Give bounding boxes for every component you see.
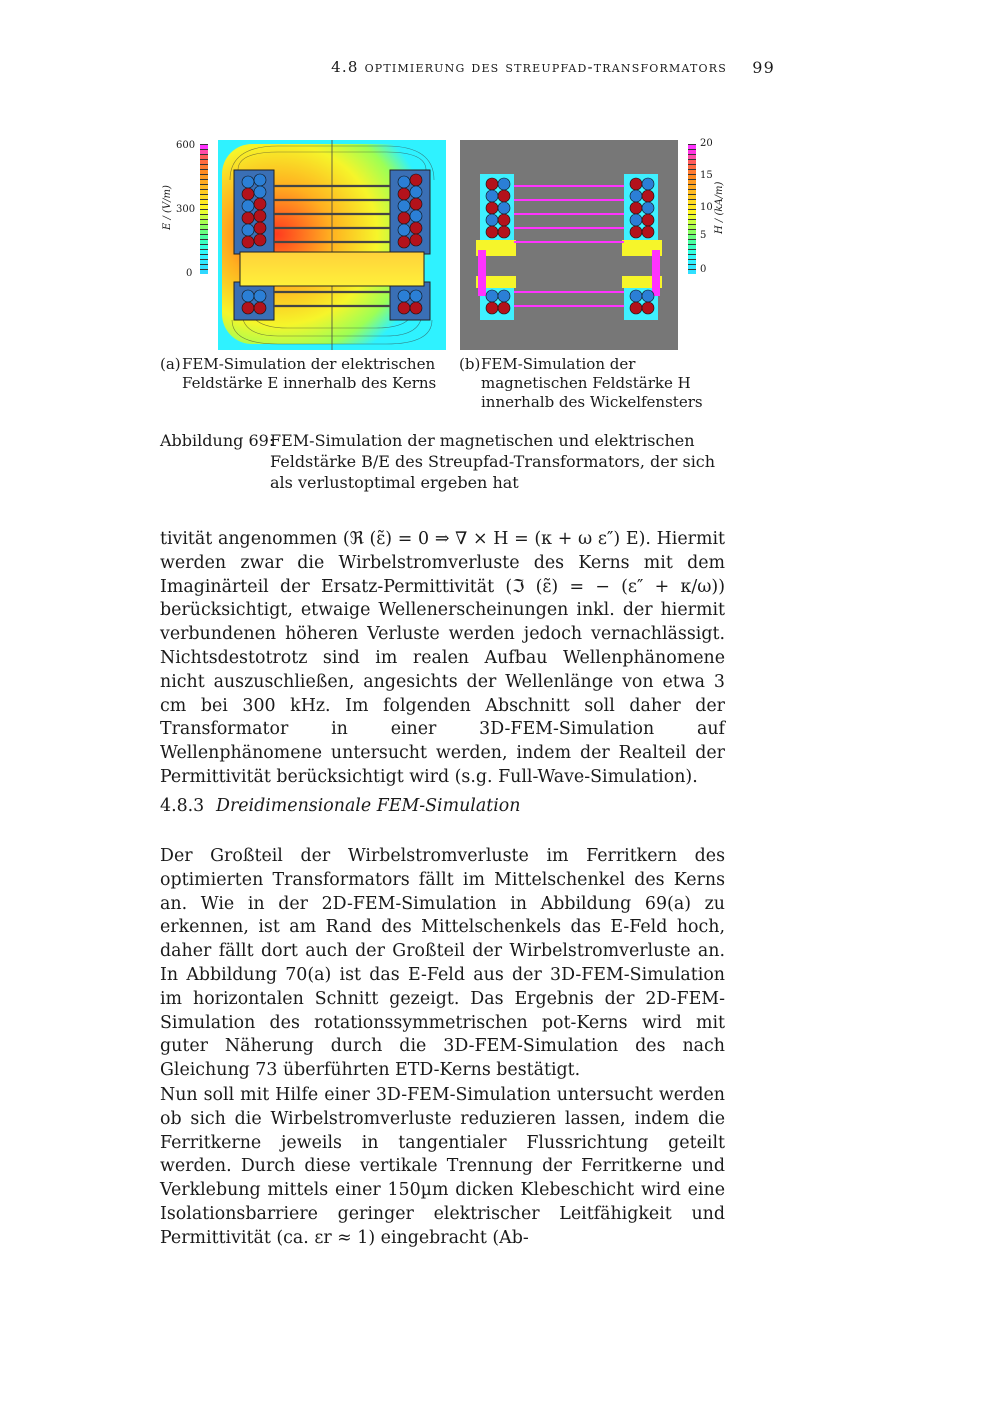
right-tick-10: 10 (700, 202, 713, 213)
left-tick-0: 0 (186, 268, 193, 279)
right-scale-label: H / (kA/m) (714, 181, 725, 234)
paragraph-3-text: Nun soll mit Hilfe einer 3D-FEM-Simulation untersucht werden ob sich die Wirbelstromverluste reduzieren lassen, indem die Ferritkerne jeweils in tangentialer Flussrichtung geteilt werden. Durch diese vertikale Trennung der Ferritkerne und Verklebung mittels einer 150µm dicken Klebeschicht wird eine Isolationsbarriere geringer elektrischer Leitfähigkeit und Permittivität (ca. εr ≈ 1) eingebracht (Ab- (160, 1085, 725, 1248)
paragraph-2-text: Der Großteil der Wirbelstromverluste im Ferritkern des optimierten Transformators fällt im Mittelschenkel des Kerns an. Wie in der 2D-FEM-Simulation in Abbildung 69(a) zu erkennen, ist am Rand des Mittelschenkels das E-Feld hoch, daher fällt dort auch der Großteil der Wirbelstromverluste an. In Abbildung 70(a) ist das E-Feld aus der 3D-FEM-Simulation im horizontalen Schnitt gezeigt. Das Ergebnis der 2D-FEM-Simulation des rotationssymmetrischen pot-Kerns wird mit guter Näherung durch die 3D-FEM-Simulation des nach Gleichung 73 überführten ETD-Kerns bestätigt. (160, 846, 725, 1081)
subcaption-a (160, 355, 445, 395)
figure-caption-text: FEM-Simulation der magnetischen und elektrischen Feldstärke B/E des Streupfad-Transformators, der sich als verlustoptimal ergeben hat (270, 431, 716, 492)
paragraph-1-text: tivität angenommen (ℜ (ε̃) = 0 ⇒ ∇ × H = (κ + ω ε″) E). Hiermit werden zwar die Wirbelstromverluste des Kerns mit dem Imaginärteil der Ersatz-Permittivität (ℑ (ε̃) = − (ε″ + κ/ω)) berücksichtigt, etwaige Wellenerscheinungen inkl. der hiermit verbundenen höheren Verluste werden jedoch vernachlässigt. Nichtsdestotrotz sind im realen Aufbau Wellenphänomene nicht auszuschließen, angesichts der Wellenlänge von etwa 3 cm bei 300 kHz. Im folgenden Abschnitt soll daher der Transformator in einer 3D-FEM-Simulation auf Wellenphänomene untersucht werden, indem der Realteil der Permittivität berücksichtigt wird (s.g. Full-Wave-Simulation). (160, 529, 725, 787)
right-tick-15: 15 (700, 170, 713, 181)
subsection-number: 4.8.3 (160, 796, 205, 816)
subcaption-a-text: FEM-Simulation der elektrischen Feldstärke E innerhalb des Kerns (182, 355, 437, 392)
h-field-color-scale (688, 144, 696, 274)
figure-b (460, 138, 740, 350)
paragraph-1 (160, 528, 725, 790)
left-tick-300: 300 (176, 204, 196, 215)
left-tick-600: 600 (176, 140, 196, 151)
figure-a (160, 138, 450, 350)
h-field-plot (460, 140, 678, 350)
subcaption-b-lead: (b) (459, 355, 481, 373)
page-number: 99 (752, 58, 775, 77)
figure-caption-label: Abbildung 69: (160, 431, 275, 450)
right-tick-20: 20 (700, 138, 713, 149)
right-tick-5: 5 (700, 230, 707, 241)
subcaption-a-lead: (a) (160, 355, 181, 373)
paragraph-2 (160, 845, 725, 1083)
paragraph-3 (160, 1084, 725, 1251)
subcaption-b (459, 355, 729, 415)
e-field-color-scale (200, 144, 208, 274)
subsection-title: Dreidimensionale FEM-Simulation (216, 796, 521, 816)
e-field-plot (218, 140, 446, 350)
subcaption-b-text: FEM-Simulation der magnetischen Feldstärke H innerhalb des Wickelfensters (481, 355, 703, 411)
left-scale-label: E / (V/m) (162, 185, 173, 230)
header-section-title: 4.8 optimierung des streupfad-transformators (331, 58, 727, 76)
running-header (160, 56, 775, 80)
right-tick-0: 0 (700, 264, 707, 275)
